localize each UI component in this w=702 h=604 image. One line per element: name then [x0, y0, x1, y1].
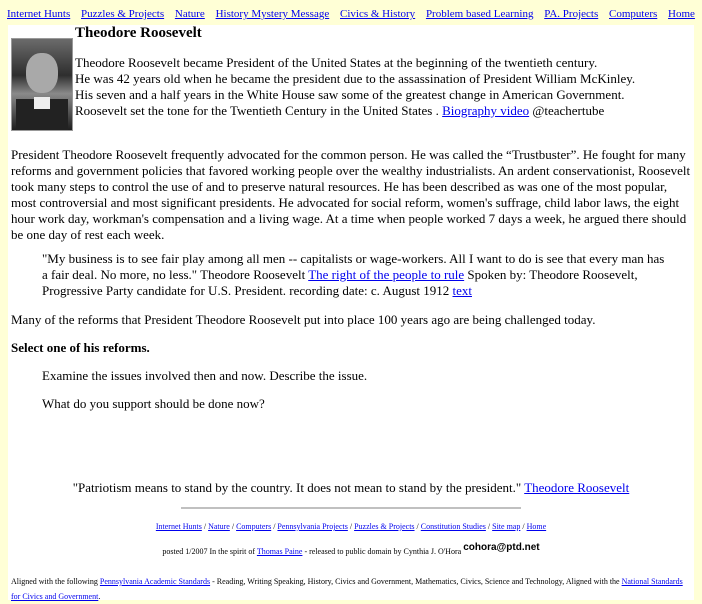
footer-home[interactable]: Home: [526, 522, 547, 531]
portrait-collar: [34, 97, 50, 109]
theodore-roosevelt-link[interactable]: Theodore Roosevelt: [524, 480, 630, 495]
divider: [181, 507, 521, 509]
intro-line: His seven and a half years in the White House saw some of the greatest change in American Government.: [75, 87, 625, 102]
credit-text: - released to public domain by Cynthia J. O'Hora: [302, 547, 464, 556]
task-support: What do you support should be done now?: [42, 396, 265, 411]
footer-internet-hunts[interactable]: Internet Hunts: [155, 522, 202, 531]
intro-line: He was 42 years old when he became the president due to the assassination of President William McKinley.: [75, 71, 636, 86]
footer-puzzles[interactable]: Puzzles & Projects: [354, 522, 415, 531]
nav-problem-based[interactable]: Problem based Learning: [425, 8, 534, 20]
nav-nature[interactable]: Nature: [174, 8, 205, 20]
thomas-paine-link[interactable]: Thomas Paine: [256, 547, 303, 556]
subjects-text: - Reading, Writing Speaking, History, Civics and Government, Mathematics, Civics, Science and Technology: [210, 577, 563, 586]
footer-sitemap[interactable]: Site map: [492, 522, 521, 531]
pa-standards-link[interactable]: Pennsylvania Academic Standards: [99, 577, 211, 586]
nav-computers[interactable]: Computers: [609, 8, 658, 20]
paragraph-reforms: Many of the reforms that President Theodore Roosevelt put into place 100 years ago are being challenged today.: [11, 312, 596, 327]
footer-constitution[interactable]: Constitution Studies: [420, 522, 486, 531]
top-nav: [0, 0, 702, 24]
nav-civics-history[interactable]: Civics & History: [340, 8, 416, 20]
text-link[interactable]: text: [452, 283, 472, 298]
footer-pa-projects[interactable]: Pennsylvania Projects: [277, 522, 348, 531]
teachertube-text: @teachertube: [529, 103, 605, 118]
intro-text: Roosevelt set the tone for the Twentieth Century in the United States .: [75, 103, 439, 118]
intro: [75, 55, 685, 119]
right-of-people-link[interactable]: The right of the people to rule: [308, 267, 465, 282]
nav-internet-hunts[interactable]: Internet Hunts: [7, 8, 71, 20]
paragraph-trustbuster: President Theodore Roosevelt frequently advocated for the common person. He was called the “Trustbuster”. He fought for many reforms and government policies that favored working people over the wealthy industrialists. An ardent conservationist, Roosevelt took many steps to control the use of and to preserve natural resources. He has been described as was one of the most popular, most controversial and most significant presidents. He advocated for social reform, women's suffrage, child labor laws, the eight hour work day, workman's compensation and a living wage. At a time when people worked 7 days a week, he argued there should be one day of rest each week.: [11, 147, 691, 242]
task-examine: Examine the issues involved then and now. Describe the issue.: [42, 368, 368, 383]
posted-text: posted 1/2007 In the spirit of: [162, 547, 257, 556]
footer-nav: Internet Hunts / Nature / Computers / Pennsylvania Projects / Puzzles & Projects / Constitution Studies / Site map / Home: [155, 522, 547, 531]
nav-pa-projects[interactable]: PA. Projects: [544, 8, 599, 20]
roosevelt-portrait: [11, 38, 73, 131]
footer-nature[interactable]: Nature: [208, 522, 230, 531]
national-standards-link[interactable]: National Standards for Civics and Government: [11, 577, 683, 601]
period: .: [98, 592, 101, 601]
quote-source: Spoken by: Theodore Roosevelt, Progressive Party candidate for U.S. President. recording date: c. August 1912: [42, 267, 638, 298]
page-title: Theodore Roosevelt: [75, 25, 202, 41]
roosevelt-quote: [42, 251, 672, 299]
nav-puzzles-projects[interactable]: Puzzles & Projects: [81, 8, 165, 20]
aligned-text-2: , Aligned with the: [562, 577, 622, 586]
footer-computers[interactable]: Computers: [236, 522, 272, 531]
intro-line: [75, 103, 685, 119]
intro-line: Theodore Roosevelt became President of the United States at the beginning of the twentieth century.: [75, 55, 598, 70]
email-image: cohora@ptd.net: [463, 542, 540, 553]
select-heading: Select one of his reforms.: [11, 340, 150, 355]
nav-home[interactable]: Home: [668, 8, 695, 20]
patriotism-text: "Patriotism means to stand by the country. It does not mean to stand by the president.": [72, 480, 525, 495]
nav-history-mystery[interactable]: History Mystery Message: [215, 8, 330, 20]
aligned-text: Aligned with the following: [11, 577, 100, 586]
main-content: [8, 25, 694, 600]
patriotism-quote: [8, 480, 694, 496]
biography-video-link[interactable]: Biography video: [442, 103, 530, 118]
quote-text: "My business is to see fair play among all men -- capitalists or wage-workers. All I want to do is see that every man has a fair deal. No more, no less." Theodore Roosevelt: [42, 251, 665, 282]
portrait-face: [26, 53, 58, 93]
posted-credit: [8, 542, 694, 556]
